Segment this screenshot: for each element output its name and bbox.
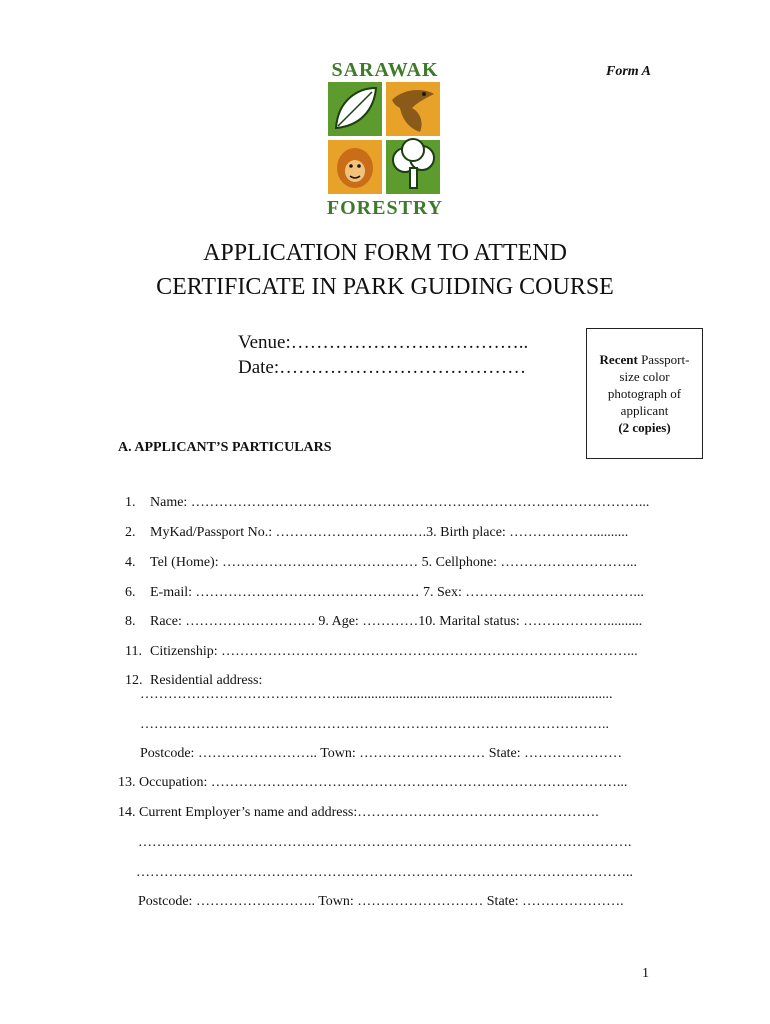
field-number: 1.: [125, 495, 136, 510]
field-number: 6.: [125, 585, 136, 600]
field-name[interactable]: [118, 479, 649, 511]
field-occupation[interactable]: 13. Occupation: ……………………………………………………………………………...: [118, 775, 628, 790]
field-tel-cellphone[interactable]: [118, 539, 637, 571]
title-line-2: CERTIFICATE IN PARK GUIDING COURSE: [156, 274, 614, 300]
date-field[interactable]: Date:…………………………………: [238, 357, 527, 378]
field-mykad-birthplace[interactable]: [118, 509, 628, 541]
field-number: 12.: [125, 673, 143, 688]
venue-field[interactable]: Venue:………………………………..: [238, 332, 529, 353]
form-label: Form A: [606, 64, 651, 79]
employer-postcode-town-state[interactable]: Postcode: …………………….. Town: ……………………… State: ………………….: [138, 894, 624, 909]
photo-placeholder-box: [586, 328, 703, 459]
field-number: 4.: [125, 555, 136, 570]
employer-address-line-2[interactable]: ……………………………………………………………………………………………..: [136, 865, 633, 880]
photo-recent-label: Recent: [599, 352, 638, 367]
field-email-sex[interactable]: [118, 569, 644, 601]
page-number: 1: [642, 966, 649, 981]
field-number: 2.: [125, 525, 136, 540]
field-number: 11.: [125, 644, 142, 659]
logo-top-text: SARAWAK: [331, 59, 439, 81]
residential-address-line-1[interactable]: ……………………………………...............................................................................: [140, 687, 613, 702]
field-text: Residential address:: [150, 673, 263, 688]
photo-copies-label: (2 copies): [618, 420, 671, 435]
residential-postcode-town-state[interactable]: Postcode: …………………….. Town: ……………………… State: …………………: [140, 746, 623, 761]
title-line-1: APPLICATION FORM TO ATTEND: [203, 240, 567, 266]
field-text: Race: ………………………. 9. Age: …………10. Marital status: ………………..........: [150, 614, 643, 629]
field-citizenship[interactable]: [118, 628, 638, 660]
field-text: Name: ……………………………………………………………………………………...: [150, 495, 650, 510]
field-text: E-mail: ………………………………………… 7. Sex: ………………………………...: [150, 585, 644, 600]
residential-address-line-2[interactable]: ………………………………………………………………………………………..: [140, 717, 609, 732]
photo-instruction: Passport-size color photograph of applicant: [607, 352, 690, 418]
logo-bottom-text: FORESTRY: [326, 197, 444, 219]
employer-address-line-1[interactable]: …………………………………………………………………………………………….: [138, 835, 632, 850]
field-text: Citizenship: ……………………………………………………………………………...: [150, 644, 638, 659]
section-a-heading: A. APPLICANT’S PARTICULARS: [118, 440, 332, 455]
sarawak-forestry-logo: [312, 50, 458, 222]
field-text: MyKad/Passport No.: ………………………..….3. Birth place: ………………..........: [150, 525, 629, 540]
field-race-age-marital[interactable]: [118, 598, 642, 630]
field-number: 8.: [125, 614, 136, 629]
field-employer-name-address[interactable]: 14. Current Employer’s name and address:…………………………………………….: [118, 805, 599, 820]
field-residential-address[interactable]: [118, 657, 262, 689]
field-text: Tel (Home): …………………………………… 5. Cellphone: ………………………...: [150, 555, 638, 570]
